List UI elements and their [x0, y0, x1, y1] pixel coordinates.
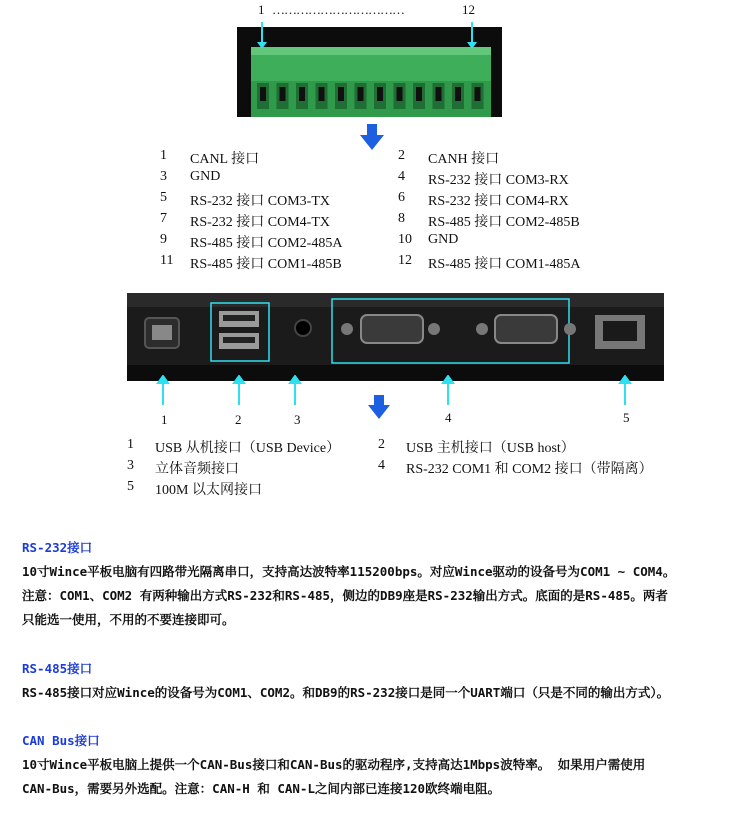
- port-description: USB 主机接口（USB host）: [406, 441, 575, 456]
- pin-number: 11: [160, 253, 174, 268]
- down-arrow-icon: [368, 395, 390, 419]
- port-description: 100M 以太网接口: [155, 483, 262, 498]
- port-label: 4: [445, 410, 452, 425]
- pin-first-label: 1: [258, 2, 265, 17]
- section-paragraph-line: 10寸Wince平板电脑有四路带光隔离串口，支持高达波特率115200bps。对应Wince驱动的设备号为COM1 ~ COM4。: [22, 564, 676, 579]
- section-paragraph-line: CAN-Bus，需要另外选配。注意：CAN-H 和 CAN-L之间内部已连接120欧终端电阻。: [22, 781, 501, 796]
- port-number: 2: [378, 437, 385, 452]
- terminal-screw: [260, 87, 266, 101]
- terminal-screw: [416, 87, 422, 101]
- pin-description: CANH 接口: [428, 152, 500, 167]
- pin-number: 6: [398, 190, 405, 205]
- section-heading: CAN Bus接口: [22, 733, 100, 748]
- section-paragraph-line: 10寸Wince平板电脑上提供一个CAN-Bus接口和CAN-Bus的驱动程序,支持高达1Mbps波特率。 如果用户需使用: [22, 757, 646, 772]
- pin-description: RS-485 接口 COM1-485B: [190, 257, 342, 272]
- pin-number: 9: [160, 232, 167, 247]
- port-description: 立体音频接口: [155, 462, 239, 477]
- terminal-screw: [455, 87, 461, 101]
- pin-number: 5: [160, 190, 167, 205]
- section-paragraph-line: 只能选一使用，不用的不要连接即可。: [22, 612, 235, 627]
- port-number: 5: [127, 479, 134, 494]
- port-arrows: [150, 375, 650, 405]
- terminal-screw: [436, 87, 442, 101]
- section-paragraph-line: RS-485接口对应Wince的设备号为COM1、COM2。和DB9的RS-232接口是同一个UART端口（只是不同的输出方式）。: [22, 685, 670, 700]
- terminal-screw: [475, 87, 481, 101]
- terminal-screw: [397, 87, 403, 101]
- pin-number: 3: [160, 169, 167, 184]
- port-description: USB 从机接口（USB Device）: [155, 441, 341, 456]
- terminal-screw: [358, 87, 364, 101]
- port-description: RS-232 COM1 和 COM2 接口（带隔离）: [406, 462, 653, 477]
- up-arrow-icon: [466, 20, 478, 50]
- port-label: 5: [623, 410, 630, 425]
- port-label: 2: [235, 412, 242, 427]
- pin-description: RS-232 接口 COM3-TX: [190, 194, 331, 209]
- pin-description: RS-485 接口 COM2-485A: [190, 236, 343, 251]
- pin-description: GND: [428, 232, 459, 247]
- pin-description: RS-485 接口 COM2-485B: [428, 215, 580, 230]
- port-number: 1: [127, 437, 134, 452]
- pin-number: 2: [398, 148, 405, 163]
- port-label: 3: [294, 412, 301, 427]
- pin-description: CANL 接口: [190, 152, 260, 167]
- terminal-block-photo: [237, 27, 502, 117]
- terminal-screw: [319, 87, 325, 101]
- section-heading: RS-232接口: [22, 540, 93, 555]
- pin-description: RS-485 接口 COM1-485A: [428, 257, 581, 272]
- pin-description: RS-232 接口 COM3-RX: [428, 173, 569, 188]
- terminal-screw: [299, 87, 305, 101]
- pin-description: RS-232 接口 COM4-RX: [428, 194, 569, 209]
- up-arrow-icon: [256, 20, 268, 50]
- pin-number: 7: [160, 211, 167, 226]
- terminal-screw: [377, 87, 383, 101]
- port-number: 4: [378, 458, 385, 473]
- pin-number: 12: [398, 253, 412, 268]
- pin-dots: ……………………………: [272, 2, 404, 17]
- pin-description: GND: [190, 169, 221, 184]
- terminal-screw: [280, 87, 286, 101]
- section-paragraph-line: 注意：COM1、COM2 有两种输出方式RS-232和RS-485，侧边的DB9座是RS-232输出方式。底面的是RS-485。两者: [22, 588, 668, 603]
- port-panel-photo: [127, 293, 664, 381]
- port-label: 1: [161, 412, 168, 427]
- pin-number: 4: [398, 169, 405, 184]
- pin-number: 10: [398, 232, 412, 247]
- terminal-screw: [338, 87, 344, 101]
- down-arrow-icon: [360, 124, 384, 150]
- pin-number: 1: [160, 148, 167, 163]
- port-number: 3: [127, 458, 134, 473]
- section-heading: RS-485接口: [22, 661, 93, 676]
- pin-description: RS-232 接口 COM4-TX: [190, 215, 331, 230]
- pin-number: 8: [398, 211, 405, 226]
- pin-last-label: 12: [462, 2, 475, 17]
